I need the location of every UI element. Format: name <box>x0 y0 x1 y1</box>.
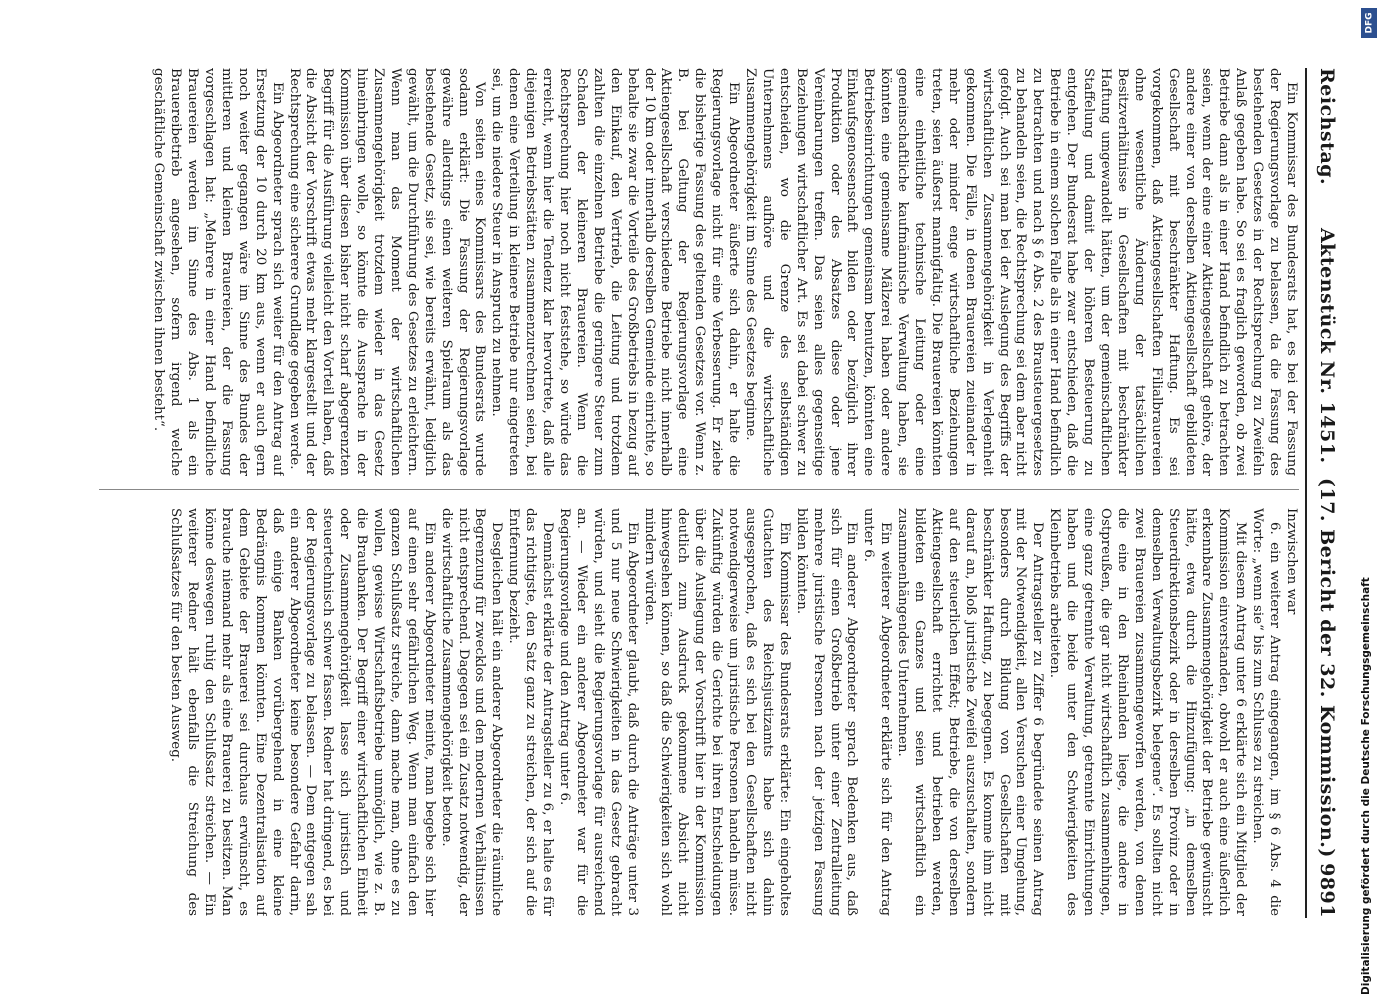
left-column <box>89 68 1299 476</box>
paragraph: Der Antragsteller zu Ziffer 6 begründete seinen Antrag mit der Notwendigkeit, allen Versuchen einer Umgehung, besonders durch Bildung von Gesellschaften mit beschränkter Haftung, zu begegnen. Es komme ihm nicht darauf an, bloß juristische Zweifel auszuschalten, sondern auf den steuerlichen Effekt; Betriebe, die von derselben Aktiengesellschaft errichtet und betrieben werden, bildeten ein Ganzes und seien wirtschaftlich ein zusammenhängendes Unternehmen. <box>895 508 1046 916</box>
paragraph: 6. ein weiterer Antrag eingegangen, im § 6 Abs. 4 die Worte: „wenn sie“ bis zum Schlusse zu streichen. <box>1250 508 1283 916</box>
header-document-number: Aktenstück Nr. 1451. <box>1316 228 1338 464</box>
page-number: 9891 <box>1316 863 1338 918</box>
paragraph: Ein Abgeordneter sprach sich weiter für den Antrag auf Ersetzung der 10 durch 20 km aus, wenn er auch gern noch weiter gegangen wäre im Sinne des Bundes der mittleren und kleinen Brauereien, der die Fassung vorgeschlagen hat: „Mehrere in einer Hand befindliche Brauereien werden im Sinne des Abs. 1 als ein Brauereibetrieb angesehen, sofern irgend welche geschäftliche Gemeinschaft zwischen ihnen besteht“. <box>151 68 285 476</box>
paragraph: Ein anderer Abgeordneter meinte, man begebe sich hier auf einen sehr gefährlichen Weg. Wenn man einfach den ganzen Schlußsatz streiche, dann mache man, ohne es zu wollen, gewisse Wirtschaftsbetriebe unmöglich, wie z. B. die Braubanken. Der Begriff einer wirtschaftlichen Einheit oder Zusammengehörigkeit lasse sich juristisch und steuertechnisch schwer fassen. Redner hat dringend, es bei der Regierungsvorlage zu belassen. — Dem entgegen sah ein anderer Abgeordneter keine besondere Gefahr darin, daß einige Banken vorübergehend in eine kleine Bedrängnis kommen könnten. Eine Dezentralisation auf dem Gebiete der Brauerei sei durchaus erwünscht, es brauche niemand mehr als eine Brauerei zu besitzen. Man könne deswegen ruhig den Schlußsatz streichen. — Ein weiterer Redner hält ebenfalls die Streichung des Schlußsatzes für den besten Ausweg. <box>168 508 437 916</box>
header-report-title: (17. Bericht der 32. Kommission.) <box>1316 478 1338 858</box>
paragraph: Mit diesem Antrag unter 6 erklärte sich ein Mitglied der Kommission einverstanden, obwohl er auch eine äußerlich erkennbare Zusammengehörigkeit der Betriebe gewünscht hätte, etwa durch die Hinzufügung: „in demselben Steuerdirektionsbezirk oder in derselben Provinz oder in demselben Verwaltungsbezirk belegene“. Es sollten nicht zwei Brauereien zusammengeworfen werden, von denen die eine in den Rheinlanden liege, die andere in Ostpreußen, die gar nicht wirtschaftlich zusammenhingen, eine ganz getrennte Verwaltung, getrennte Einrichtungen haben und die beide unter den Schwierigkeiten des Kleinbetriebs arbeiteten. <box>1047 508 1249 916</box>
paragraph: Inzwischen war <box>1284 508 1299 615</box>
paragraph: Ein weiterer Abgeordneter erklärte sich für den Antrag unter 6. <box>861 508 894 916</box>
header-rule <box>1305 68 1307 918</box>
paragraph: Desgleichen hält ein anderer Abgeordneter die räumliche Begrenzung für zwecklos und den modernen Verhältnissen nicht entsprechend. Dagegen sei ein Zusatz notwendig, der die wirtschaftliche Zusammengehörigkeit betone. <box>438 508 505 916</box>
paragraph: Ein anderer Abgeordneter sprach Bedenken aus, daß sich für einen Großbetrieb unter einer Zentralleitung mehrere juristische Personen nach der jetzigen Fassung bilden könnten. <box>793 508 860 916</box>
paragraph: Ein Abgeordneter äußerte sich dahin, er halte die Regierungsvorlage nicht für eine Verbesserung. Er ziehe die bisherige Fassung des geltenden Gesetzes vor. Wenn z. B. bei Geltung der Regierungsvorlage eine Aktiengesellschaft verschiedene Betriebe nicht innerhalb der 10 km oder innerhalb derselben Gemeinde einrichte, so behalte sie zwar die Vorteile des Großbetriebs in bezug auf den Einkauf, den Vertrieb, die Leitung und trotzdem zahlten die einzelnen Betriebe die geringere Steuer zum Schaden der kleineren Brauereien. Wenn die Rechtsprechung hier noch nicht feststehe, so würde das erreicht, wenn hier die Tendenz klar hervortrete, daß alle diejenigen Betriebsstätten zusammenzurechnen seien, bei denen eine Verteilung in kleinere Betriebe nur eingetreten sei, um die niedere Steuer in Anspruch zu nehmen. <box>489 68 742 476</box>
document-page <box>75 68 1345 918</box>
paragraph: Ein Kommissar des Bundesrats hat, es bei der Fassung der Regierungsvorlage zu belassen, da die Fassung des bestehenden Gesetzes in der Rechtsprechung zu Zweifeln Anlaß gegeben habe. So sei es fraglich geworden, ob zwei Betriebe dann als in einer Hand befindlich zu betrachten seien, wenn der eine einer Aktiengesellschaft gehöre, der andere einer von derselben Aktiengesellschaft gebildeten Gesellschaft mit beschränkter Haftung. Es sei vorgekommen, daß Aktiengesellschaften Filialbrauereien ohne wesentliche Änderung der tatsächlichen Besitzverhältnisse in Gesellschaften mit beschränkter Haftung umgewandelt hätten, um der gemeinschaftlichen Staffelung und damit der höheren Besteuerung zu entgehen. Der Bundesrat habe zwar entschieden, daß die Betriebe in einem solchen Falle als in einer Hand befindlich zu betrachten und nach § 6 Abs. 2 des Brausteuergesetzes zu behandeln seien, die Rechtsprechung sei dem aber nicht gefolgt. Auch sei man bei der Auslegung des Begriffs der wirtschaftlichen Zusammengehörigkeit in Verlegenheit gekommen. Die Fälle, in denen Brauereien zueinander in mehr oder minder enge wirtschaftliche Beziehungen treten, seien äußerst mannigfaltig. Die Brauereien könnten eine einheitliche technische Leitung oder eine gemeinschaftliche kaufmännische Verwaltung haben, sie könnten eine gemeinsame Mälzerei haben oder andere Betriebseinrichtungen gemeinsam benutzen, könnten eine Einkaufsgenossenschaft bilden oder bezüglich ihrer Produktion oder des Absatzes diese oder jene Vereinbarungen treffen. Das seien alles gegenseitige Beziehungen wirtschaftlicher Art. Es sei dabei schwer zu entscheiden, wo die Grenze des selbständigen Unternehmens aufhöre und die wirtschaftliche Zusammengehörigkeit im Sinne des Gesetzes beginne. <box>743 68 1299 476</box>
digitization-note: Digitalisierung gefördert durch die Deutsche Forschungsgemeinschaft <box>1360 577 1372 995</box>
column-divider <box>99 489 1299 490</box>
paragraph: Ein Abgeordneter glaubt, daß durch die Anträge unter 3 und 5 nur neue Schwierigkeiten in das Gesetz gebracht würden, und sieht die Regierungsvorlage für ausreichend an. — Wieder ein anderer Abgeordneter war für die Regierungsvorlage und den Antrag unter 6. <box>557 508 640 916</box>
paragraph: Ein Kommissar des Bundesrats erklärte: Ein eingeholtes Gutachten des Reichsjustizamts habe sich dahin ausgesprochen, daß es sich bei den Gesellschaften nicht notwendigerweise um juristische Personen handeln müsse. Zukünftig würden die Gerichte bei ihren Entscheidungen über die Auslegung der Vorschrift hier in der Kommission deutlich zum Ausdruck gekommene Absicht nicht hinwegsehen können, so daß die Schwierigkeiten sich wohl mindern würden. <box>641 508 792 916</box>
paragraph: Demnächst erklärte der Antragsteller zu 6, er halte es für das richtigste, den Satz ganz zu streichen, der sich auf die Entfernung bezieht. <box>506 508 556 916</box>
paragraph: Von seiten eines Kommissars des Bundesrats wurde sodann erklärt: Die Fassung der Regierungsvorlage gewähre allerdings einen weiteren Spielraum als das bestehende Gesetz, sie sei, wie bereits erwähnt, lediglich gewählt, um die Durchführung des Gesetzes zu erleichtern. Wenn man das Moment der wirtschaftlichen Zusammengehörigkeit trotzdem wieder in das Gesetz hineinbringen wolle, so könnte die Aussprache in der Kommission über diesen bisher nicht scharf abgegrenzten Begriff für die Ausführung vielleicht den Vorteil haben, daß die Absicht der Vorschrift etwas mehr klargestellt und der Rechtsprechung eine sicherere Grundlage gegeben werde. <box>286 68 488 476</box>
right-column <box>89 508 1299 916</box>
header-left: Reichstag. <box>1316 68 1338 186</box>
page-header <box>1309 68 1345 918</box>
dfg-logo: DFG <box>1361 8 1377 38</box>
